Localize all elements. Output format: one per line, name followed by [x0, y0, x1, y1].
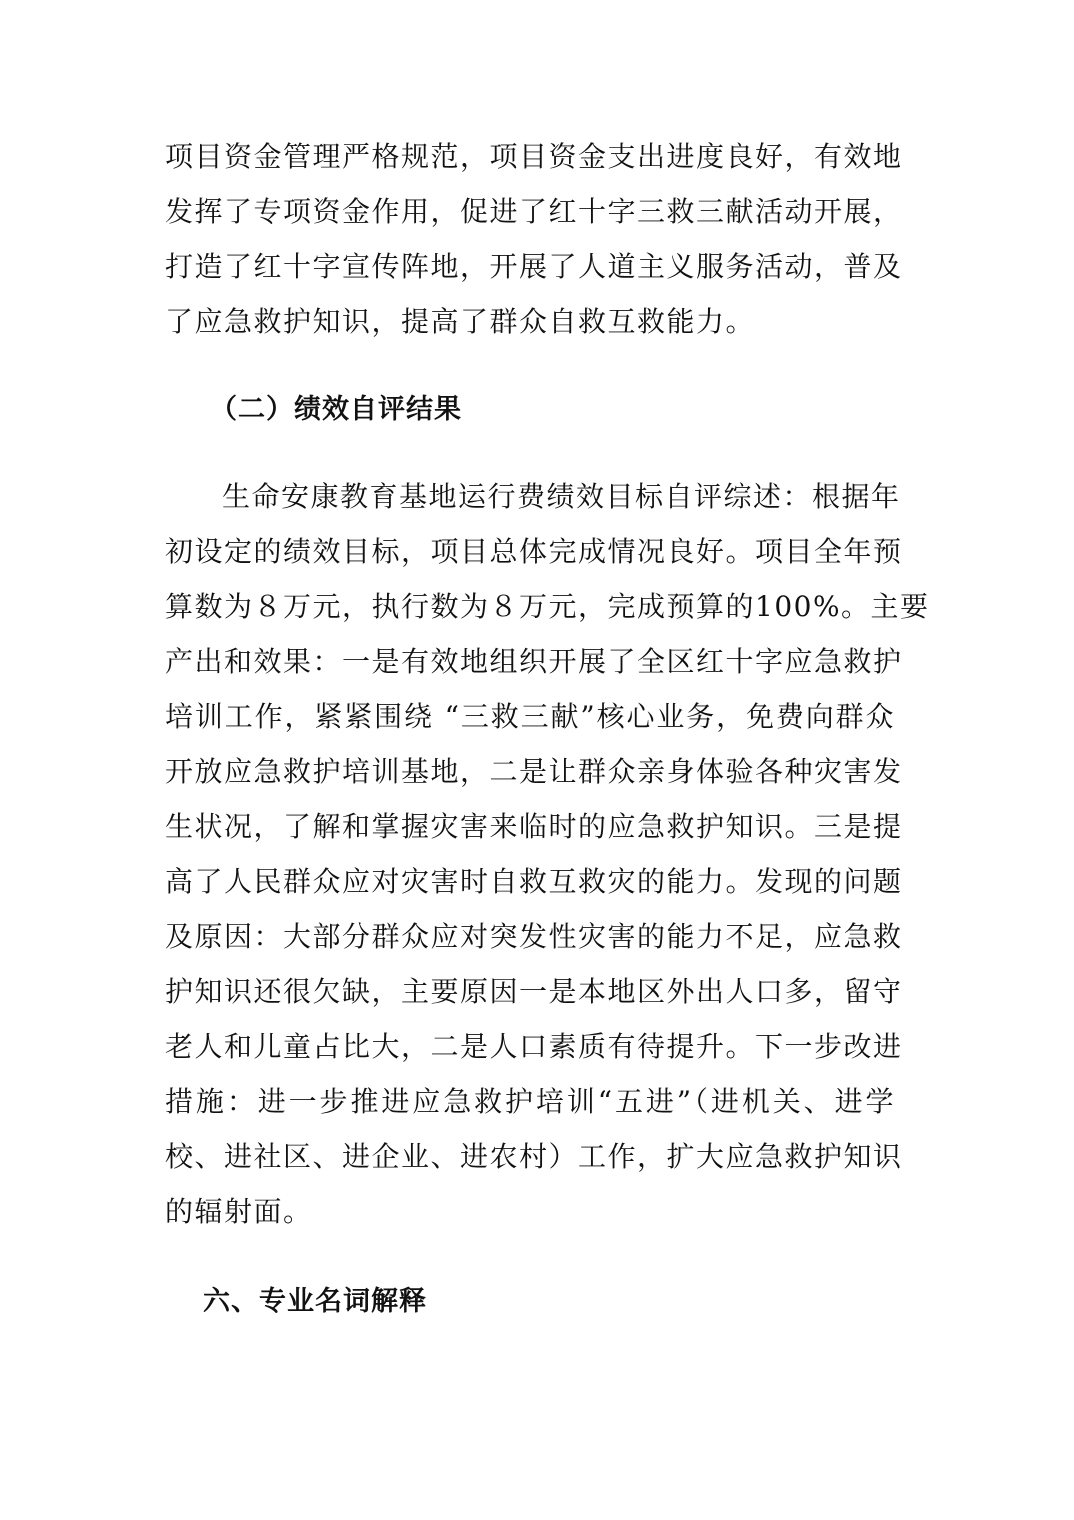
paragraph-line: 项目资金管理严格规范，项目资金支出进度良好，有效地: [165, 140, 903, 173]
paragraph-line: 培训工作，紧紧围绕 “三救三献”核心业务，免费向群众: [165, 700, 895, 733]
section-heading: （二）绩效自评结果: [210, 394, 462, 425]
paragraph-line: 发挥了专项资金作用，促进了红十字三救三献活动开展，: [165, 195, 903, 228]
paragraph-line: 护知识还很欠缺，主要原因一是本地区外出人口多，留守: [165, 975, 903, 1008]
paragraph-line: 校、进社区、进企业、进农村）工作，扩大应急救护知识: [165, 1140, 903, 1173]
paragraph-line: 的辐射面。: [165, 1195, 313, 1228]
paragraph-line: 算数为８万元，执行数为８万元，完成预算的100%。主要: [165, 590, 930, 623]
paragraph-line: 高了人民群众应对灾害时自救互救灾的能力。发现的问题: [165, 865, 903, 898]
paragraph-line: 开放应急救护培训基地，二是让群众亲身体验各种灾害发: [165, 755, 903, 788]
paragraph-line: 及原因：大部分群众应对突发性灾害的能力不足，应急救: [165, 920, 903, 953]
paragraph-line: 生命安康教育基地运行费绩效目标自评综述：根据年: [222, 480, 901, 513]
paragraph-line: 生状况，了解和掌握灾害来临时的应急救护知识。三是提: [165, 810, 903, 843]
paragraph-line: 打造了红十字宣传阵地，开展了人道主义服务活动，普及: [165, 250, 903, 283]
section-heading: 六、专业名词解释: [203, 1286, 427, 1317]
paragraph-line: 产出和效果：一是有效地组织开展了全区红十字应急救护: [165, 645, 903, 678]
paragraph-line: 老人和儿童占比大，二是人口素质有待提升。下一步改进: [165, 1030, 903, 1063]
paragraph-line: 了应急救护知识，提高了群众自救互救能力。: [165, 305, 756, 338]
paragraph-line: 措施：进一步推进应急救护培训“五进”（进机关、进学: [165, 1085, 895, 1118]
paragraph-line: 初设定的绩效目标，项目总体完成情况良好。项目全年预: [165, 535, 903, 568]
